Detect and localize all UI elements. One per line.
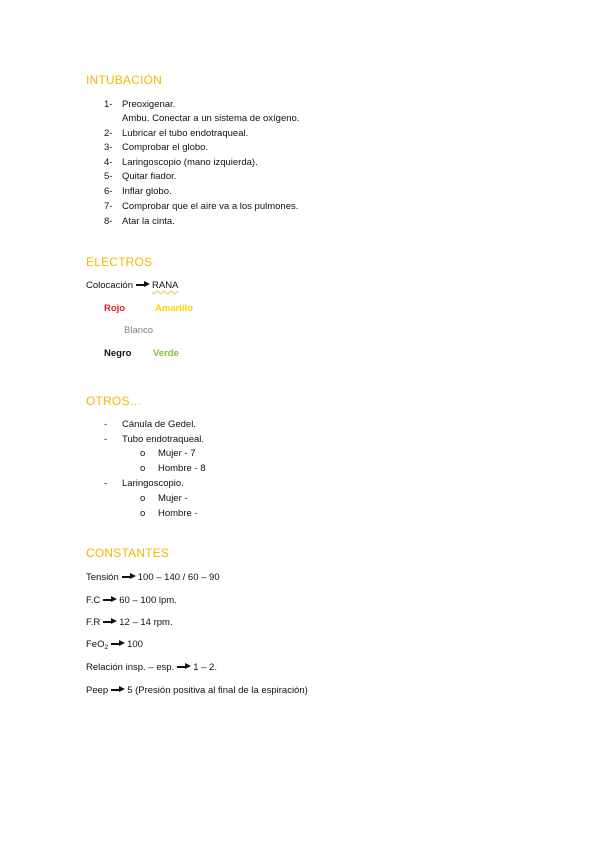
step-number: 1- [104, 99, 113, 110]
arrow-icon [103, 618, 117, 626]
step-number: 4- [104, 157, 113, 168]
arrow-icon [122, 573, 136, 581]
list-text: Mujer - 7 [158, 448, 196, 459]
arrow-icon [136, 281, 150, 289]
list-bullet: o [140, 508, 146, 519]
step-number: 5- [104, 171, 113, 182]
step-text: Lubricar el tubo endotraqueal. [122, 128, 249, 139]
step-number: 2- [104, 128, 113, 139]
constant-label: F.C [86, 595, 101, 606]
list-bullet: o [140, 463, 146, 474]
section-heading-intubacion: INTUBACIÓN [86, 73, 163, 87]
step-number: 3- [104, 142, 113, 153]
step-number: 7- [104, 201, 113, 212]
section-heading-otros: OTROS… [86, 394, 142, 408]
colocacion-line [86, 280, 178, 292]
constant-label: Peep [86, 685, 109, 696]
arrow-icon [111, 686, 125, 694]
list-bullet: - [104, 434, 108, 445]
list-text: Tubo endotraqueal. [122, 434, 205, 445]
step-text: Comprobar el globo. [122, 142, 209, 153]
step-number: 6- [104, 186, 113, 197]
arrow-icon [177, 663, 191, 671]
list-text: Mujer - [158, 493, 188, 504]
step-text: Laringoscopio (mano izquierda). [122, 157, 258, 168]
list-text: Hombre - [158, 508, 198, 519]
electrode-amarillo: Amarillo [155, 303, 194, 314]
constant-label: F.R [86, 617, 101, 628]
step-text: Atar la cinta. [122, 216, 175, 227]
list-bullet: o [140, 493, 146, 504]
list-bullet: - [104, 478, 108, 489]
section-heading-constantes: CONSTANTES [86, 546, 170, 560]
list-text: Hombre - 8 [158, 463, 206, 474]
list-text: Cánula de Gedel. [122, 419, 196, 430]
section-heading-electros: ELECTROS [86, 255, 153, 269]
list-text: Laringoscopio. [122, 478, 184, 489]
constant-fr [86, 617, 173, 629]
colocacion-value: RANA [152, 280, 179, 291]
constant-fc [86, 595, 177, 607]
constant-value: 12 – 14 rpm. [119, 617, 173, 628]
constant-value: 1 – 2. [193, 662, 217, 673]
electrode-blanco: Blanco [124, 325, 154, 336]
constant-relacion [86, 662, 217, 674]
electrode-verde: Verde [153, 348, 179, 359]
constant-subscript: 2 [104, 644, 109, 651]
constant-label: Relación insp. – esp. [86, 662, 175, 673]
constant-value: 5 (Presión positiva al final de la espiración) [127, 685, 308, 696]
constant-value: 60 – 100 lpm. [119, 595, 177, 606]
step-number: 8- [104, 216, 113, 227]
step-text: Inflar globo. [122, 186, 172, 197]
constant-peep [86, 685, 308, 697]
step-text: Preoxigenar. [122, 99, 176, 110]
step-text: Comprobar que el aire va a los pulmones. [122, 201, 299, 212]
constant-tension [86, 572, 220, 584]
step-text: Ambu. Conectar a un sistema de oxígeno. [122, 113, 300, 124]
list-bullet: - [104, 419, 108, 430]
electrode-negro: Negro [104, 348, 132, 359]
constant-feo2 [86, 639, 143, 654]
arrow-icon [111, 640, 125, 648]
constant-value: 100 – 140 / 60 – 90 [137, 572, 220, 583]
constant-label: FeO [86, 639, 105, 650]
step-text: Quitar fiador. [122, 171, 177, 182]
arrow-icon [103, 596, 117, 604]
list-bullet: o [140, 448, 146, 459]
constant-label: Tensión [86, 572, 119, 583]
electrode-rojo: Rojo [104, 303, 126, 314]
colocacion-label: Colocación [86, 280, 133, 291]
constant-value: 100 [127, 639, 143, 650]
